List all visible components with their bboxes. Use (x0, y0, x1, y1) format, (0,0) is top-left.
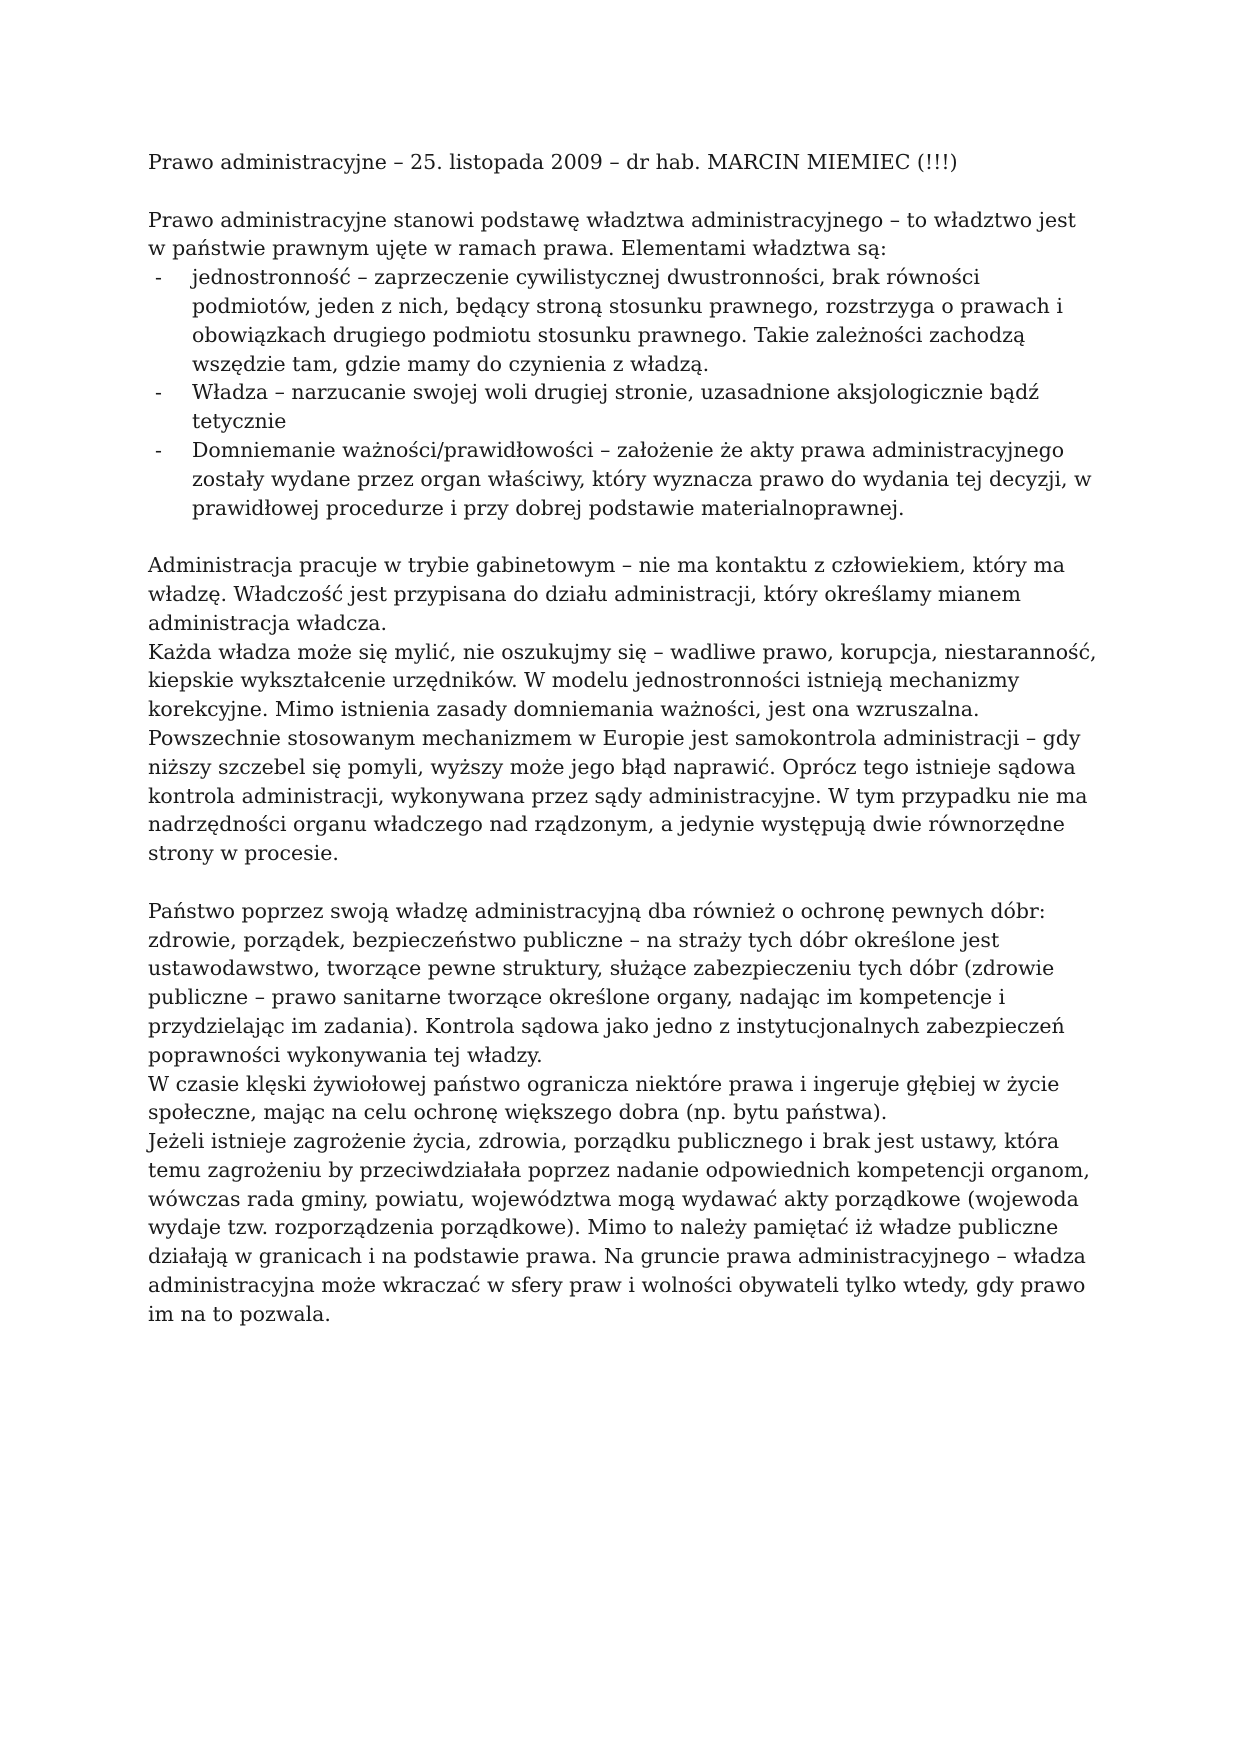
document-title: Prawo administracyjne – 25. listopada 2009 – dr hab. MARCIN MIEMIEC (!!!) (148, 150, 958, 174)
paragraph-spacer (148, 868, 1098, 897)
paragraph-kazda-wladza: Każda władza może się mylić, nie oszukujmy się – wadliwe prawo, korupcja, niestaranność, kiepskie wykształcenie urzędników. W modelu jednostronności istnieją mechanizmy korekcyjne. Mimo istnienia zasady domniemania ważności, jest ona wzruszalna. Powszechnie stosowanym mechanizmem w Europie jest samokontrola administracji – gdy niższy szczebel się pomyli, wyższy może jego błąd naprawić. Oprócz tego istnieje sądowa kontrola administracji, wykonywana przez sądy administracyjne. W tym przypadku nie ma nadrzędności organu władczego nad rządzonym, a jedynie występują dwie równorzędne strony w procesie. (148, 639, 1097, 866)
document-page (148, 148, 1098, 1329)
list-item-text: Władza – narzucanie swojej woli drugiej stronie, uzasadnione aksjologicznie bądź tetycznie (192, 380, 1040, 434)
paragraph-spacer (148, 522, 1098, 551)
elements-list (148, 263, 1098, 522)
intro-paragraph: Prawo administracyjne stanowi podstawę władztwa administracyjnego – to władztwo jest w państwie prawnym ujęte w ramach prawa. Elementami władztwa są: (148, 207, 1076, 261)
paragraph-administracja: Administracja pracuje w trybie gabinetowym – nie ma kontaktu z człowiekiem, który ma władzę. Władczość jest przypisana do działu administracji, który określamy mianem administracja władcza. (148, 553, 1066, 635)
list-item-wladza (148, 378, 1098, 436)
list-dash-marker: - (155, 265, 162, 290)
paragraph-zagrozenie: Jeżeli istnieje zagrożenie życia, zdrowia, porządku publicznego i brak jest ustawy, która temu zagrożeniu by przeciwdziałała poprzez nadanie odpowiednich kompetencji organom, wówczas rada gminy, powiatu, województwa mogą wydawać akty porządkowe (wojewoda wydaje tzw. rozporządzenia porządkowe). Mimo to należy pamiętać iż władze publiczne działają w granicach i na podstawie prawa. Na gruncie prawa administracyjnego – władza administracyjna może wkraczać w sfery praw i wolności obywateli tylko wtedy, gdy prawo im na to pozwala. (148, 1129, 1090, 1326)
paragraph-panstwo: Państwo poprzez swoją władzę administracyjną dba również o ochronę pewnych dóbr: zdrowie, porządek, bezpieczeństwo publiczne – na straży tych dóbr określone jest ustawodawstwo, tworzące pewne struktury, służące zabezpieczeniu tych dóbr (zdrowie publiczne – prawo sanitarne tworzące określone organy, nadając im kompetencje i przydzielając im zadania). Kontrola sądowa jako jedno z instytucjonalnych zabezpieczeń poprawności wykonywania tej władzy. (148, 898, 1065, 1067)
list-item-text: Domniemanie ważności/prawidłowości – założenie że akty prawa administracyjnego zostały wydane przez organ właściwy, który wyznacza prawo do wydania tej decyzji, w prawidłowej procedurze i przy dobrej podstawie materialnoprawnej. (192, 437, 1092, 520)
list-item-text: jednostronność – zaprzeczenie cywilistycznej dwustronności, brak równości podmiotów, jeden z nich, będący stroną stosunku prawnego, rozstrzyga o prawach i obowiązkach drugiego podmiotu stosunku prawnego. Takie zależności zachodzą wszędzie tam, gdzie mamy do czynienia z władzą. (192, 265, 1063, 376)
list-item-jednostronnosc (148, 263, 1098, 378)
list-dash-marker: - (155, 437, 162, 462)
list-dash-marker: - (155, 380, 162, 405)
list-item-domniemanie (148, 436, 1098, 522)
paragraph-kleska: W czasie klęski żywiołowej państwo ogranicza niektóre prawa i ingeruje głębiej w życie społeczne, mając na celu ochronę większego dobra (np. bytu państwa). (148, 1071, 1060, 1125)
